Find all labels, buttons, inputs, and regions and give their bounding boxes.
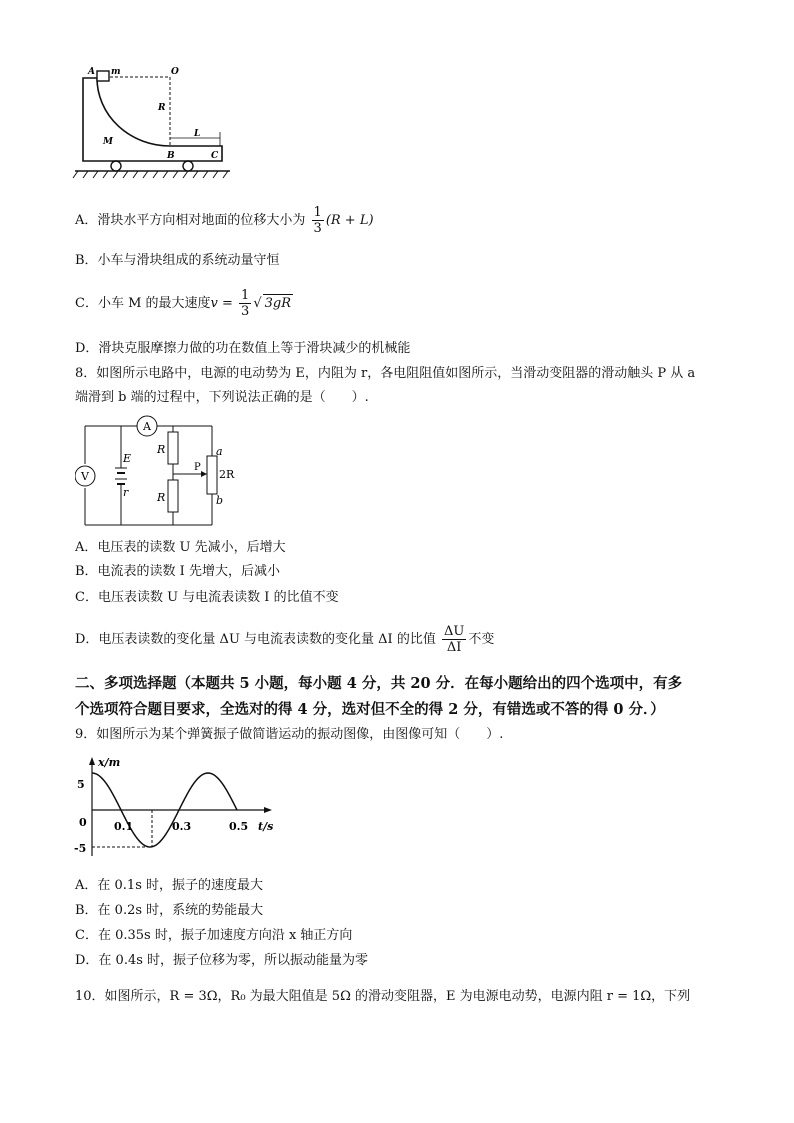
q8-option-b: B．电流表的读数 I 先增大，后减小 (75, 564, 280, 579)
label-O: O (171, 67, 179, 77)
wheel-left (111, 161, 121, 171)
q8-stem-line2: 端滑到 b 端的过程中，下列说法正确的是（ ）. (75, 390, 369, 405)
section-2-header-line2: 个选项符合题目要求，全选对的得 4 分，选对但不全的得 2 分，有错选或不答的得 0 分．） (75, 701, 665, 718)
tick-x-0.5: 0.5 (229, 820, 249, 833)
svg-text:r: r (123, 486, 129, 499)
x-axis-label: t/s (258, 820, 274, 833)
cart-track-figure (70, 62, 240, 184)
y-axis-label: x/m (98, 756, 121, 769)
label-B: B (167, 151, 175, 161)
q9-stem: 9．如图所示为某个弹簧振子做简谐运动的振动图像，由图像可知（ ）. (75, 727, 504, 742)
section-2-header-line1: 二、多项选择题（本题共 5 小题，每小题 4 分，共 20 分．在每小题给出的四个选项中，有多 (75, 675, 683, 692)
svg-text:a: a (216, 445, 223, 458)
label-C: C (211, 151, 219, 161)
svg-text:b: b (216, 494, 224, 507)
q7-option-b: B．小车与滑块组成的系统动量守恒 (75, 253, 280, 268)
tick-y-5: 5 (77, 778, 85, 791)
q8-stem-line1: 8．如图所示电路中，电源的电动势为 E，内阻为 r，各电阻阻值如图所示，当滑动变阻器的滑动触头 P 从 a (75, 366, 696, 381)
x-axis-arrow-icon (264, 807, 272, 813)
q10-stem: 10．如图所示，R = 3Ω，R₀ 为最大阻值是 5Ω 的滑动变阻器，E 为电源电动势，电源内阻 r = 1Ω，下列 (75, 989, 691, 1004)
q8-option-c: C．电压表读数 U 与电流表读数 I 的比值不变 (75, 590, 339, 605)
svg-text:E: E (123, 452, 132, 465)
tick-origin: 0 (79, 816, 87, 829)
wheel-right (183, 161, 193, 171)
svg-text:2R: 2R (219, 468, 235, 481)
q7-option-d: D．滑块克服摩擦力做的功在数值上等于滑块减少的机械能 (75, 341, 411, 356)
tick-x-0.3: 0.3 (172, 820, 192, 833)
oscillation-graph (72, 752, 282, 862)
label-A: A (88, 67, 95, 77)
y-axis-arrow-icon (89, 757, 95, 765)
block-m (97, 71, 109, 81)
svg-text:R: R (157, 491, 166, 504)
q9-option-c: C．在 0.35s 时，振子加速度方向沿 x 轴正方向 (75, 928, 353, 943)
q9-option-d: D．在 0.4s 时，振子位移为零，所以振动能量为零 (75, 953, 369, 968)
tick-y-neg5: -5 (74, 842, 87, 855)
q7-option-a: A．滑块水平方向相对地面的位移大小为 $\frac{1}{3}$ (R + L) (75, 205, 374, 236)
q7-option-c: C．小车 M 的最大速度v = $\frac{1}{3}$ √ 3gR (75, 288, 292, 319)
svg-text:P: P (194, 462, 201, 473)
q8-option-d: D．电压表读数的变化量 ΔU 与电流表读数的变化量 ΔI 的比值 $\frac{\Delta U}{\Delta I}$ 不变 (75, 624, 495, 655)
label-M: M (103, 137, 113, 147)
q9-option-b: B．在 0.2s 时，系统的势能最大 (75, 903, 264, 918)
svg-text:A: A (143, 420, 151, 433)
q8-option-a: A．电压表的读数 U 先减小，后增大 (75, 540, 286, 555)
label-R: R (158, 103, 166, 113)
tick-x-0.1: 0.1 (114, 820, 134, 833)
circuit-figure (75, 412, 245, 530)
svg-text:R: R (157, 443, 166, 456)
label-m: m (111, 67, 121, 77)
label-L: L (194, 129, 201, 139)
svg-text:V: V (81, 470, 89, 483)
q9-option-a: A．在 0.1s 时，振子的速度最大 (75, 878, 263, 893)
